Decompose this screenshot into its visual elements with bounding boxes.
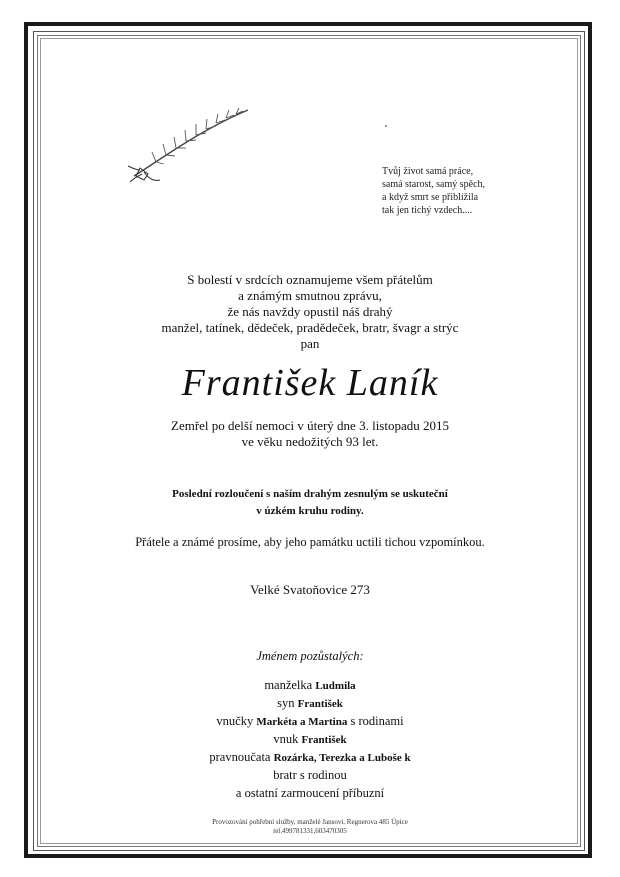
family-member-text: syn (277, 696, 298, 710)
death-notice (40, 418, 580, 450)
farewell-notice (40, 486, 580, 520)
family-member (40, 695, 580, 713)
farewell-line: v úzkém kruhu rodiny. (256, 505, 364, 517)
family-member-name: Ludmila (315, 680, 356, 692)
family-member-name: Rozárka, Terezka a Luboše k (273, 752, 411, 764)
family-member-text: a ostatní zarmoucení příbuzní (235, 786, 385, 800)
family-member-text: s rodinami (347, 714, 404, 728)
deceased-name: František Laník (181, 362, 439, 404)
family-member-text: vnuk (273, 732, 302, 746)
poem-line: a když smrt se přiblížila (382, 192, 479, 203)
family-list (40, 677, 580, 803)
family-member (40, 713, 580, 731)
intro-line: manžel, tatínek, dědeček, pradědeček, bratr, švagr a strýc (161, 320, 459, 335)
palm-branch-icon (120, 100, 260, 190)
intro-line: pan (300, 336, 320, 351)
family-member (40, 749, 580, 767)
death-notice-line: ve věku nedožitých 93 let. (241, 434, 379, 449)
address: Velké Svatoňovice 273 (250, 582, 370, 597)
remembrance-request: Přátele a známé prosíme, aby jeho památku uctili tichou vzpomínkou. (135, 535, 485, 549)
family-member (40, 785, 580, 803)
poem-line: tak jen tichý vzdech.... (382, 205, 473, 216)
poem-line: Tvůj život samá práce, (382, 166, 474, 177)
farewell-line: Poslední rozloučení s naším drahým zesnulým se uskuteční (172, 488, 448, 500)
footer-line: Provozování pohřební služby, manželé Jansovi, Regnerova 485 Úpice (212, 818, 408, 826)
family-member-text: pravnoučata (209, 750, 274, 764)
poem (382, 165, 552, 217)
intro-line: že nás navždy opustil náš drahý (227, 304, 393, 319)
intro-line: S bolestí v srdcích oznamujeme všem přátelům (187, 272, 433, 287)
announcement-intro (40, 272, 580, 352)
family-member-name: František (297, 698, 343, 710)
signed-by-heading: Jménem pozůstalých: (256, 649, 364, 663)
poem-line: samá starost, samý spěch, (382, 179, 486, 190)
family-member-name: František (301, 734, 347, 746)
family-member-name: Markéta a Martina (256, 716, 348, 728)
decorative-dot (385, 125, 387, 127)
family-member-text: manželka (264, 678, 316, 692)
death-notice-line: Zemřel po delší nemoci v úterý dne 3. listopadu 2015 (171, 418, 449, 433)
family-member (40, 677, 580, 695)
footer-line: tel.499781331,603470305 (273, 827, 347, 835)
family-member (40, 731, 580, 749)
family-member (40, 767, 580, 785)
family-member-text: vnučky (216, 714, 257, 728)
intro-line: a známým smutnou zprávu, (238, 288, 382, 303)
funeral-service-footer (40, 818, 580, 836)
family-member-text: bratr s rodinou (273, 768, 347, 782)
